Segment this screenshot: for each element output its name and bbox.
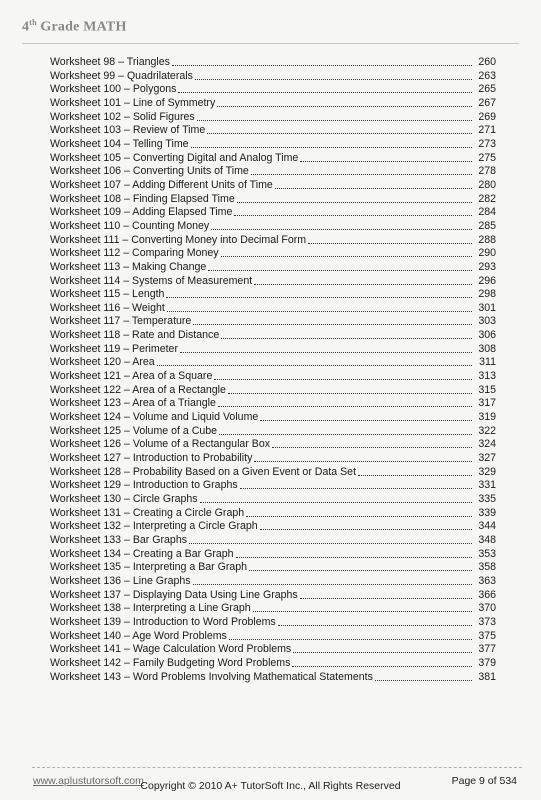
toc-entry-title: Worksheet 143 – Word Problems Involving Mathematical Statements xyxy=(50,670,373,683)
table-of-contents xyxy=(50,56,496,684)
toc-entry-title: Worksheet 134 – Creating a Bar Graph xyxy=(50,547,234,560)
toc-entry[interactable] xyxy=(50,493,496,507)
toc-entry-title: Worksheet 112 – Comparing Money xyxy=(50,247,219,260)
dot-leader xyxy=(221,247,472,257)
dot-leader xyxy=(249,561,472,571)
toc-entry-page: 339 xyxy=(478,506,496,519)
dot-leader xyxy=(275,179,472,189)
toc-entry-page: 271 xyxy=(478,124,496,137)
toc-entry-title: Worksheet 103 – Review of Time xyxy=(50,124,206,137)
toc-entry-title: Worksheet 110 – Counting Money xyxy=(50,219,210,232)
toc-entry[interactable] xyxy=(50,452,496,466)
toc-entry-title: Worksheet 124 – Volume and Liquid Volume xyxy=(50,411,259,424)
toc-entry-title: Worksheet 128 – Probability Based on a Given Event or Data Set xyxy=(50,465,357,478)
toc-entry-title: Worksheet 100 – Polygons xyxy=(50,83,177,96)
toc-entry-page: 315 xyxy=(478,383,496,396)
toc-entry[interactable] xyxy=(50,234,496,248)
toc-entry[interactable] xyxy=(50,179,496,193)
dot-leader xyxy=(217,97,472,107)
toc-entry-page: 290 xyxy=(478,247,496,260)
dot-leader xyxy=(180,343,472,353)
toc-entry-page: 327 xyxy=(478,452,496,465)
toc-entry[interactable] xyxy=(50,275,496,289)
dot-leader xyxy=(292,657,472,667)
toc-entry-page: 370 xyxy=(478,602,496,615)
toc-entry-page: 373 xyxy=(478,615,496,628)
toc-entry-title: Worksheet 131 – Creating a Circle Graph xyxy=(50,506,245,519)
toc-entry-title: Worksheet 122 – Area of a Rectangle xyxy=(50,383,226,396)
toc-entry-page: 298 xyxy=(478,288,496,301)
toc-entry-page: 278 xyxy=(478,165,496,178)
toc-entry[interactable] xyxy=(50,56,496,70)
toc-entry[interactable] xyxy=(50,602,496,616)
toc-entry[interactable] xyxy=(50,616,496,630)
dot-leader xyxy=(195,70,472,80)
toc-entry[interactable] xyxy=(50,657,496,671)
toc-entry-title: Worksheet 109 – Adding Elapsed Time xyxy=(50,206,233,219)
toc-entry-title: Worksheet 140 – Age Word Problems xyxy=(50,629,227,642)
toc-entry-page: 308 xyxy=(478,342,496,355)
dot-leader xyxy=(278,616,472,626)
toc-entry[interactable] xyxy=(50,534,496,548)
toc-entry-title: Worksheet 114 – Systems of Measurement xyxy=(50,274,253,287)
toc-entry-page: 311 xyxy=(479,356,496,369)
dot-leader xyxy=(272,438,472,448)
dot-leader xyxy=(375,671,472,681)
toc-entry[interactable] xyxy=(50,561,496,575)
header-divider xyxy=(22,43,519,44)
toc-entry-page: 348 xyxy=(478,533,496,546)
toc-entry-page: 303 xyxy=(478,315,496,328)
toc-entry[interactable] xyxy=(50,206,496,220)
toc-entry-page: 329 xyxy=(478,465,496,478)
toc-entry-page: 353 xyxy=(478,547,496,560)
toc-entry-title: Worksheet 130 – Circle Graphs xyxy=(50,493,198,505)
toc-entry-page: 288 xyxy=(478,233,496,246)
dot-leader xyxy=(189,534,472,544)
toc-entry-page: 269 xyxy=(478,110,496,123)
toc-entry-title: Worksheet 121 – Area of a Square xyxy=(50,370,213,383)
toc-entry[interactable] xyxy=(50,384,496,398)
toc-entry-page: 331 xyxy=(478,479,496,492)
dot-leader xyxy=(218,397,472,407)
toc-entry-page: 322 xyxy=(478,424,496,437)
toc-entry-title: Worksheet 119 – Perimeter xyxy=(50,342,178,355)
toc-entry-page: 282 xyxy=(478,192,496,205)
toc-entry-page: 267 xyxy=(478,96,496,109)
toc-entry[interactable] xyxy=(50,83,496,97)
toc-entry-title: Worksheet 137 – Displaying Data Using Line Graphs xyxy=(50,588,298,601)
dot-leader xyxy=(293,643,472,653)
dot-leader xyxy=(240,479,472,489)
dot-leader xyxy=(191,138,472,148)
toc-entry[interactable] xyxy=(50,671,496,685)
toc-entry-page: 358 xyxy=(478,561,496,574)
toc-entry-page: 363 xyxy=(478,574,496,587)
toc-entry-title: Worksheet 123 – Area of a Triangle xyxy=(50,397,216,410)
toc-entry[interactable] xyxy=(50,220,496,234)
dot-leader xyxy=(207,124,472,134)
toc-entry[interactable] xyxy=(50,152,496,166)
toc-entry[interactable] xyxy=(50,356,496,370)
toc-entry-title: Worksheet 113 – Making Change xyxy=(50,260,207,273)
toc-entry[interactable] xyxy=(50,124,496,138)
toc-entry[interactable] xyxy=(50,315,496,329)
toc-entry-title: Worksheet 116 – Weight xyxy=(50,301,165,314)
toc-entry[interactable] xyxy=(50,630,496,644)
toc-entry-title: Worksheet 127 – Introduction to Probability xyxy=(50,452,253,465)
toc-entry[interactable] xyxy=(50,329,496,343)
dot-leader xyxy=(167,302,472,312)
toc-entry-title: Worksheet 115 – Length xyxy=(50,288,165,301)
toc-entry-title: Worksheet 102 – Solid Figures xyxy=(50,110,195,123)
dot-leader xyxy=(300,152,472,162)
toc-entry-page: 379 xyxy=(478,656,496,669)
dot-leader xyxy=(197,111,472,121)
toc-entry[interactable] xyxy=(50,589,496,603)
toc-entry-page: 263 xyxy=(478,69,496,82)
toc-entry-title: Worksheet 138 – Interpreting a Line Graph xyxy=(50,602,251,615)
toc-entry[interactable] xyxy=(50,165,496,179)
toc-entry-title: Worksheet 118 – Rate and Distance xyxy=(50,329,220,342)
toc-entry-page: 284 xyxy=(478,206,496,219)
toc-entry-title: Worksheet 132 – Interpreting a Circle Graph xyxy=(50,520,258,533)
toc-entry-page: 377 xyxy=(478,643,496,656)
toc-entry-page: 293 xyxy=(478,260,496,273)
dot-leader xyxy=(178,83,472,93)
toc-entry-page: 273 xyxy=(478,137,496,150)
toc-entry-page: 280 xyxy=(478,178,496,191)
toc-entry[interactable] xyxy=(50,261,496,275)
toc-entry-title: Worksheet 139 – Introduction to Word Problems xyxy=(50,615,276,628)
page-header-title: 4th Grade MATH xyxy=(22,18,127,35)
toc-entry[interactable] xyxy=(50,397,496,411)
dot-leader xyxy=(251,165,472,175)
toc-entry[interactable] xyxy=(50,425,496,439)
dot-leader xyxy=(254,275,472,285)
toc-entry-title: Worksheet 105 – Converting Digital and Analog Time xyxy=(50,151,299,164)
toc-entry-title: Worksheet 99 – Quadrilaterals xyxy=(50,69,193,82)
dot-leader xyxy=(214,370,472,380)
toc-entry[interactable] xyxy=(50,302,496,316)
dot-leader xyxy=(308,234,472,244)
dot-leader xyxy=(200,493,472,503)
toc-entry[interactable] xyxy=(50,343,496,357)
dot-leader xyxy=(157,356,472,366)
dot-leader xyxy=(166,288,472,298)
toc-entry-title: Worksheet 108 – Finding Elapsed Time xyxy=(50,192,235,205)
toc-entry[interactable] xyxy=(50,288,496,302)
toc-entry-title: Worksheet 104 – Telling Time xyxy=(50,137,189,150)
toc-entry[interactable] xyxy=(50,438,496,452)
toc-entry-page: 275 xyxy=(478,151,496,164)
dot-leader xyxy=(260,411,472,421)
page-number: Page 9 of 534 xyxy=(451,775,517,787)
toc-entry-page: 375 xyxy=(478,629,496,642)
toc-entry-title: Worksheet 98 – Triangles xyxy=(50,56,170,68)
toc-entry-page: 344 xyxy=(478,520,496,533)
dot-leader xyxy=(211,220,472,230)
toc-entry-title: Worksheet 135 – Interpreting a Bar Graph xyxy=(50,561,248,574)
toc-entry[interactable] xyxy=(50,247,496,261)
toc-entry-title: Worksheet 133 – Bar Graphs xyxy=(50,533,188,546)
toc-entry-page: 381 xyxy=(478,670,496,683)
toc-entry-page: 324 xyxy=(478,438,496,451)
toc-entry[interactable] xyxy=(50,466,496,480)
toc-entry-page: 285 xyxy=(478,219,496,232)
toc-entry[interactable] xyxy=(50,507,496,521)
website-link[interactable]: www.aplustutorsoft.com xyxy=(33,775,144,787)
toc-entry-title: Worksheet 141 – Wage Calculation Word Problems xyxy=(50,643,292,656)
toc-entry[interactable] xyxy=(50,111,496,125)
dot-leader xyxy=(193,575,472,585)
toc-entry-page: 317 xyxy=(478,397,496,410)
toc-entry-title: Worksheet 111 – Converting Money into Decimal Form xyxy=(50,233,307,246)
dot-leader xyxy=(193,315,472,325)
toc-entry-page: 306 xyxy=(478,329,496,342)
toc-entry[interactable] xyxy=(50,193,496,207)
toc-entry-title: Worksheet 126 – Volume of a Rectangular Box xyxy=(50,438,271,451)
toc-entry-page: 335 xyxy=(478,493,496,505)
toc-entry-title: Worksheet 120 – Area xyxy=(50,356,155,369)
dot-leader xyxy=(260,520,472,530)
toc-entry-title: Worksheet 117 – Temperature xyxy=(50,315,192,328)
copyright-notice: Copyright © 2010 A+ TutorSoft Inc., All Rights Reserved xyxy=(140,780,401,792)
toc-entry-page: 301 xyxy=(478,301,496,314)
toc-entry[interactable] xyxy=(50,548,496,562)
toc-entry-title: Worksheet 129 – Introduction to Graphs xyxy=(50,479,238,492)
dot-leader xyxy=(237,193,472,203)
dot-leader xyxy=(208,261,472,271)
toc-entry-title: Worksheet 136 – Line Graphs xyxy=(50,574,191,587)
dot-leader xyxy=(228,384,472,394)
dot-leader xyxy=(234,206,472,216)
dot-leader xyxy=(253,602,472,612)
toc-entry[interactable] xyxy=(50,370,496,384)
dot-leader xyxy=(221,329,472,339)
toc-entry-title: Worksheet 101 – Line of Symmetry xyxy=(50,96,216,109)
dot-leader xyxy=(254,452,472,462)
footer-divider xyxy=(32,767,522,768)
toc-entry-page: 313 xyxy=(478,370,496,383)
toc-entry[interactable] xyxy=(50,479,496,493)
toc-entry[interactable] xyxy=(50,411,496,425)
toc-entry-page: 319 xyxy=(478,411,496,424)
toc-entry-title: Worksheet 106 – Converting Units of Time xyxy=(50,165,249,178)
toc-entry[interactable] xyxy=(50,575,496,589)
toc-entry[interactable] xyxy=(50,138,496,152)
dot-leader xyxy=(358,466,472,476)
dot-leader xyxy=(246,507,472,517)
dot-leader xyxy=(219,425,472,435)
toc-entry-page: 260 xyxy=(478,56,496,68)
dot-leader xyxy=(172,56,472,66)
dot-leader xyxy=(300,589,472,599)
toc-entry[interactable] xyxy=(50,97,496,111)
toc-entry-title: Worksheet 125 – Volume of a Cube xyxy=(50,424,218,437)
toc-entry-title: Worksheet 142 – Family Budgeting Word Problems xyxy=(50,656,291,669)
toc-entry-title: Worksheet 107 – Adding Different Units of Time xyxy=(50,178,273,191)
toc-entry[interactable] xyxy=(50,643,496,657)
toc-entry-page: 296 xyxy=(478,274,496,287)
dot-leader xyxy=(229,630,472,640)
toc-entry[interactable] xyxy=(50,520,496,534)
dot-leader xyxy=(236,548,472,558)
toc-entry-page: 366 xyxy=(478,588,496,601)
toc-entry-page: 265 xyxy=(478,83,496,96)
toc-entry[interactable] xyxy=(50,70,496,84)
